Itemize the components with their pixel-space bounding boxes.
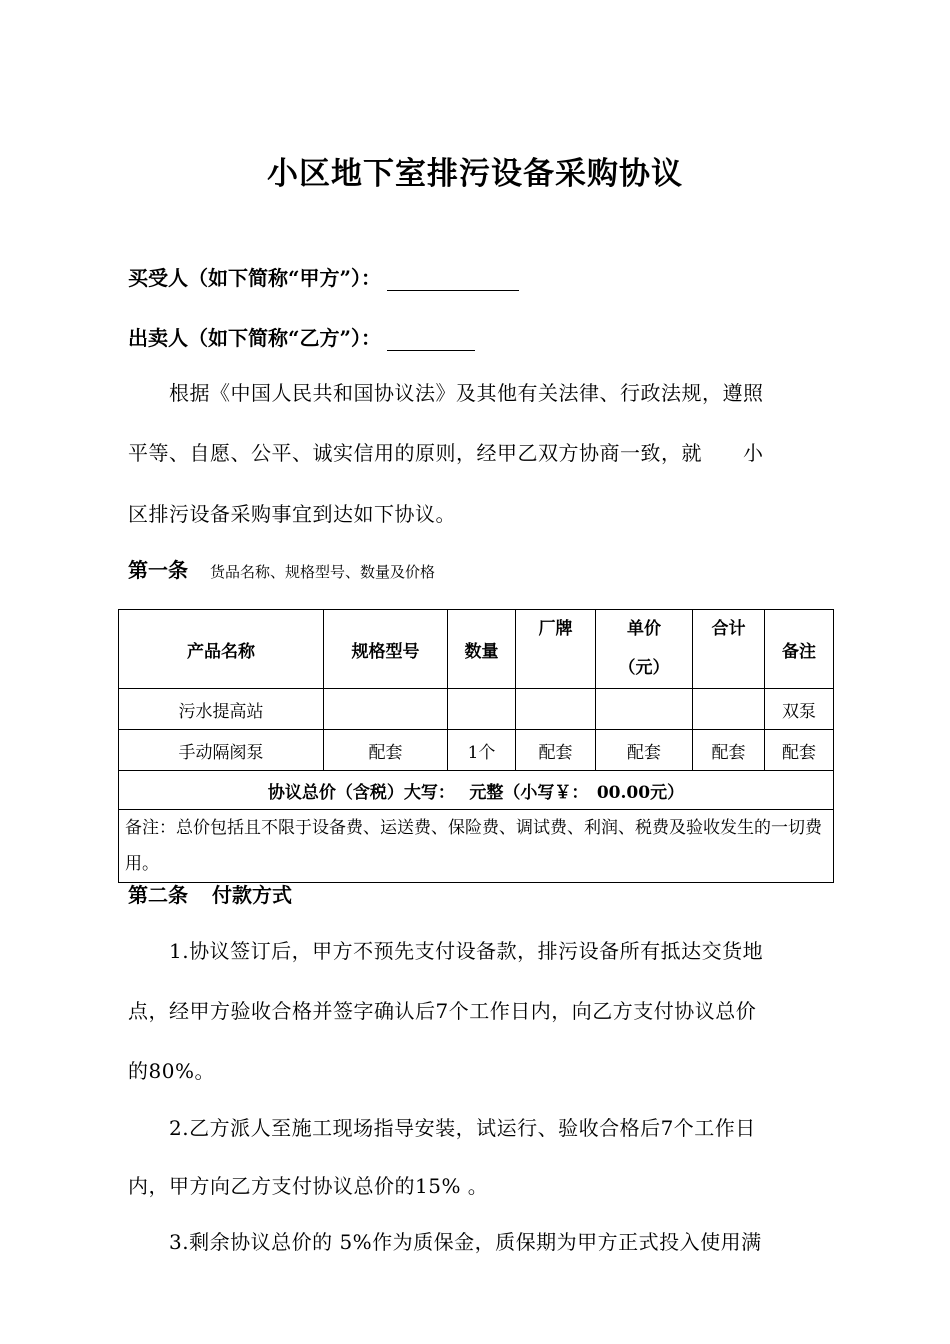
payment-line: 2.乙方派人至施工现场指导安装，试运行、验收合格后7个工作日	[128, 1116, 756, 1140]
note-cell: 备注：总价包括且不限于设备费、运送费、保险费、调试费、利润、税费及验收发生的一切费用。	[119, 810, 834, 883]
buyer-line	[128, 262, 519, 291]
cell-remark: 配套	[765, 730, 834, 771]
cell-spec: 配套	[324, 730, 448, 771]
cell-qty	[448, 689, 516, 730]
cell-spec	[324, 689, 448, 730]
article-2-label: 第二条	[128, 883, 188, 907]
header-qty: 数量	[448, 610, 516, 689]
cell-total: 配套	[693, 730, 765, 771]
cell-qty: 1个	[448, 730, 516, 771]
table-row	[119, 689, 834, 730]
intro-line: 区排污设备采购事宜到达如下协议。	[128, 502, 456, 526]
table-header-row	[119, 610, 834, 689]
payment-line: 1.协议签订后，甲方不预先支付设备款，排污设备所有抵达交货地	[128, 939, 764, 963]
table-note-row	[119, 810, 834, 883]
article-2-heading	[128, 879, 292, 908]
cell-unit-price: 配套	[596, 730, 693, 771]
seller-blank	[387, 328, 475, 351]
header-unit-price-line2: （元）	[618, 658, 670, 678]
buyer-blank	[387, 268, 519, 291]
table-row	[119, 730, 834, 771]
header-spec: 规格型号	[324, 610, 448, 689]
buyer-label: 买受人（如下简称“甲方”）：	[128, 266, 382, 290]
payment-line: 内，甲方向乙方支付协议总价的15% 。	[128, 1174, 489, 1198]
article-1-label: 第一条	[128, 558, 188, 582]
cell-total	[693, 689, 765, 730]
cell-brand	[516, 689, 596, 730]
article-1-heading	[128, 554, 435, 583]
header-unit-price	[596, 610, 693, 689]
cell-product-name: 污水提高站	[119, 689, 324, 730]
payment-line: 的80%。	[128, 1059, 215, 1083]
header-product-name: 产品名称	[119, 610, 324, 689]
payment-line: 3.剩余协议总价的 5%作为质保金，质保期为甲方正式投入使用满	[128, 1230, 762, 1254]
seller-line	[128, 322, 475, 351]
intro-line: 平等、自愿、公平、诚实信用的原则，经甲乙双方协商一致，就 小	[128, 441, 764, 465]
document-title: 小区地下室排污设备采购协议	[267, 156, 683, 192]
seller-label: 出卖人（如下简称“乙方”）：	[128, 326, 382, 350]
article-1-title: 货品名称、规格型号、数量及价格	[210, 563, 436, 581]
payment-line: 点，经甲方验收合格并签字确认后7个工作日内，向乙方支付协议总价	[128, 999, 757, 1023]
header-unit-price-line1: 单价	[627, 619, 661, 639]
cell-brand: 配套	[516, 730, 596, 771]
header-total: 合计	[693, 610, 765, 689]
intro-line: 根据《中国人民共和国协议法》及其他有关法律、行政法规，遵照	[128, 381, 764, 405]
goods-table	[118, 609, 834, 883]
total-price-cell: 协议总价（含税）大写： 元整（小写￥： 00.00元）	[119, 771, 834, 810]
cell-unit-price	[596, 689, 693, 730]
cell-remark: 双泵	[765, 689, 834, 730]
header-remark: 备注	[765, 610, 834, 689]
article-2-title: 付款方式	[212, 883, 292, 907]
table-total-row	[119, 771, 834, 810]
cell-product-name: 手动隔阂泵	[119, 730, 324, 771]
header-brand: 厂牌	[516, 610, 596, 689]
